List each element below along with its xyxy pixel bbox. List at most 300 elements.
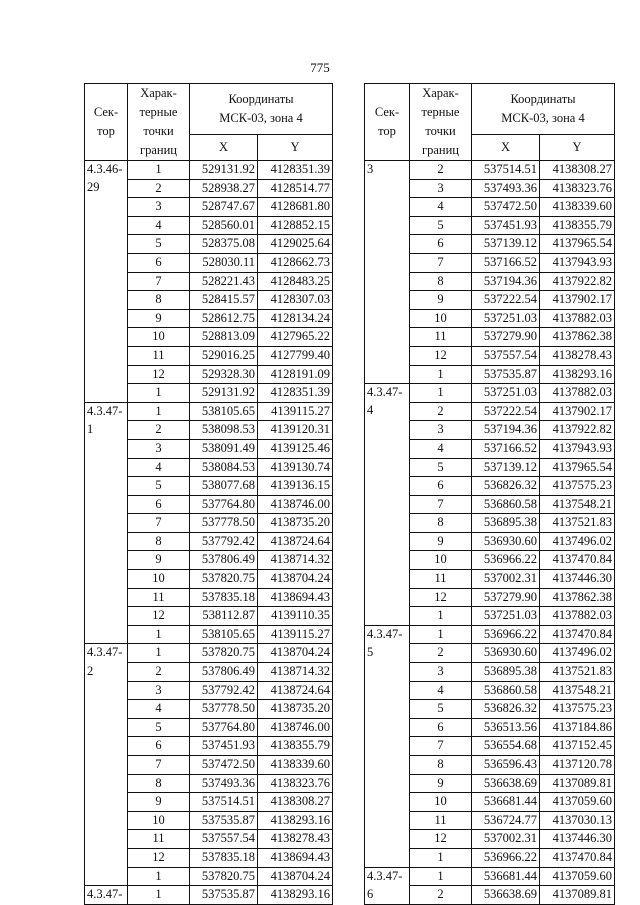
table-row bbox=[365, 365, 615, 384]
y-cell: 4139130.74 bbox=[258, 458, 333, 477]
x-cell: 537139.12 bbox=[472, 458, 540, 477]
sector-cell bbox=[85, 570, 128, 589]
x-cell: 536860.58 bbox=[472, 681, 540, 700]
point-cell: 6 bbox=[410, 235, 472, 254]
x-cell: 528938.27 bbox=[190, 179, 258, 198]
table-row bbox=[85, 848, 333, 867]
y-cell: 4137059.60 bbox=[540, 793, 615, 812]
y-cell: 4137575.23 bbox=[540, 477, 615, 496]
x-cell: 537251.03 bbox=[472, 607, 540, 626]
y-cell: 4138694.43 bbox=[258, 588, 333, 607]
point-cell: 3 bbox=[128, 681, 190, 700]
table-row bbox=[365, 681, 615, 700]
y-cell: 4138735.20 bbox=[258, 514, 333, 533]
sector-cell bbox=[365, 514, 410, 533]
header-coords: Координаты МСК-03, зона 4 bbox=[190, 84, 333, 135]
point-cell: 1 bbox=[410, 384, 472, 403]
y-cell: 4138323.76 bbox=[258, 774, 333, 793]
table-row bbox=[365, 439, 615, 458]
table-row bbox=[365, 663, 615, 682]
point-cell: 1 bbox=[128, 867, 190, 886]
table-row bbox=[365, 700, 615, 719]
point-cell: 11 bbox=[410, 570, 472, 589]
y-cell: 4138704.24 bbox=[258, 867, 333, 886]
sector-cell bbox=[365, 253, 410, 272]
y-cell: 4137965.54 bbox=[540, 458, 615, 477]
y-cell: 4138714.32 bbox=[258, 551, 333, 570]
y-cell: 4138308.27 bbox=[258, 793, 333, 812]
point-cell: 12 bbox=[410, 830, 472, 849]
y-cell: 4137470.84 bbox=[540, 848, 615, 867]
point-cell: 11 bbox=[128, 346, 190, 365]
table-row bbox=[365, 495, 615, 514]
point-cell: 1 bbox=[410, 607, 472, 626]
point-cell: 2 bbox=[410, 644, 472, 663]
point-cell: 1 bbox=[410, 625, 472, 644]
table-row bbox=[365, 272, 615, 291]
y-cell: 4137943.93 bbox=[540, 439, 615, 458]
y-cell: 4137882.03 bbox=[540, 384, 615, 403]
x-cell: 537166.52 bbox=[472, 439, 540, 458]
table-row bbox=[85, 644, 333, 663]
y-cell: 4138339.60 bbox=[258, 756, 333, 775]
point-cell: 6 bbox=[128, 253, 190, 272]
point-cell: 8 bbox=[128, 291, 190, 310]
point-cell: 5 bbox=[410, 216, 472, 235]
sector-cell bbox=[365, 235, 410, 254]
point-cell: 11 bbox=[128, 830, 190, 849]
y-cell: 4129025.64 bbox=[258, 235, 333, 254]
table-row bbox=[85, 607, 333, 626]
table-row bbox=[365, 607, 615, 626]
point-cell: 2 bbox=[410, 886, 472, 905]
table-row bbox=[85, 309, 333, 328]
sector-cell: 5 bbox=[365, 644, 410, 663]
x-cell: 537557.54 bbox=[190, 830, 258, 849]
x-cell: 537778.50 bbox=[190, 700, 258, 719]
point-cell: 4 bbox=[410, 198, 472, 217]
table-row bbox=[85, 235, 333, 254]
x-cell: 536681.44 bbox=[472, 867, 540, 886]
table-row bbox=[85, 532, 333, 551]
y-cell: 4138293.16 bbox=[258, 811, 333, 830]
x-cell: 537535.87 bbox=[190, 886, 258, 905]
table-row bbox=[85, 700, 333, 719]
x-cell: 537002.31 bbox=[472, 830, 540, 849]
table-row bbox=[365, 625, 615, 644]
y-cell: 4137965.54 bbox=[540, 235, 615, 254]
table-row bbox=[85, 663, 333, 682]
y-cell: 4139115.27 bbox=[258, 625, 333, 644]
x-cell: 536966.22 bbox=[472, 625, 540, 644]
sector-cell bbox=[365, 737, 410, 756]
x-cell: 529328.30 bbox=[190, 365, 258, 384]
y-cell: 4138308.27 bbox=[540, 161, 615, 180]
sector-cell bbox=[85, 793, 128, 812]
sector-cell bbox=[365, 570, 410, 589]
sector-cell bbox=[365, 477, 410, 496]
header-points: Харак- терные точки границ bbox=[128, 84, 190, 161]
x-cell: 536724.77 bbox=[472, 811, 540, 830]
sector-cell bbox=[85, 458, 128, 477]
header-coords: Координаты МСК-03, зона 4 bbox=[472, 84, 615, 135]
table-row bbox=[85, 793, 333, 812]
y-cell: 4138694.43 bbox=[258, 848, 333, 867]
sector-cell: 4 bbox=[365, 402, 410, 421]
sector-cell bbox=[365, 309, 410, 328]
x-cell: 528560.01 bbox=[190, 216, 258, 235]
sector-cell bbox=[85, 365, 128, 384]
point-cell: 2 bbox=[128, 179, 190, 198]
sector-cell bbox=[365, 588, 410, 607]
point-cell: 7 bbox=[128, 514, 190, 533]
sector-cell bbox=[365, 700, 410, 719]
x-cell: 536554.68 bbox=[472, 737, 540, 756]
x-cell: 528612.75 bbox=[190, 309, 258, 328]
point-cell: 9 bbox=[410, 291, 472, 310]
table-row bbox=[365, 402, 615, 421]
x-cell: 528030.11 bbox=[190, 253, 258, 272]
y-cell: 4137548.21 bbox=[540, 495, 615, 514]
table-row bbox=[365, 253, 615, 272]
sector-cell bbox=[365, 346, 410, 365]
point-cell: 9 bbox=[128, 309, 190, 328]
point-cell: 4 bbox=[410, 439, 472, 458]
x-cell: 536638.69 bbox=[472, 774, 540, 793]
x-cell: 537514.51 bbox=[190, 793, 258, 812]
sector-cell bbox=[365, 681, 410, 700]
page-number: 775 bbox=[310, 60, 330, 75]
x-cell: 536681.44 bbox=[472, 793, 540, 812]
header-y: Y bbox=[540, 134, 615, 160]
sector-cell bbox=[85, 514, 128, 533]
point-cell: 7 bbox=[410, 737, 472, 756]
table-row bbox=[85, 681, 333, 700]
x-cell: 537535.87 bbox=[190, 811, 258, 830]
x-cell: 529131.92 bbox=[190, 384, 258, 403]
table-row bbox=[85, 756, 333, 775]
y-cell: 4138293.16 bbox=[258, 886, 333, 905]
sector-cell bbox=[365, 365, 410, 384]
y-cell: 4137521.83 bbox=[540, 663, 615, 682]
y-cell: 4137446.30 bbox=[540, 830, 615, 849]
table-row bbox=[365, 161, 615, 180]
point-cell: 8 bbox=[128, 774, 190, 793]
y-cell: 4127799.40 bbox=[258, 346, 333, 365]
sector-cell bbox=[365, 495, 410, 514]
x-cell: 536930.60 bbox=[472, 644, 540, 663]
header-x: X bbox=[472, 134, 540, 160]
table-row bbox=[365, 328, 615, 347]
table-row bbox=[365, 291, 615, 310]
table-row bbox=[365, 830, 615, 849]
table-row bbox=[365, 848, 615, 867]
y-cell: 4137882.03 bbox=[540, 607, 615, 626]
y-cell: 4139110.35 bbox=[258, 607, 333, 626]
table-row bbox=[85, 253, 333, 272]
y-cell: 4137184.86 bbox=[540, 718, 615, 737]
y-cell: 4128134.24 bbox=[258, 309, 333, 328]
x-cell: 537514.51 bbox=[472, 161, 540, 180]
sector-cell bbox=[365, 756, 410, 775]
y-cell: 4137030.13 bbox=[540, 811, 615, 830]
table-row bbox=[365, 551, 615, 570]
table-row bbox=[365, 179, 615, 198]
table-row bbox=[365, 756, 615, 775]
table-row bbox=[365, 458, 615, 477]
x-cell: 537835.18 bbox=[190, 588, 258, 607]
table-row bbox=[85, 867, 333, 886]
sector-cell: 1 bbox=[85, 421, 128, 440]
y-cell: 4128351.39 bbox=[258, 161, 333, 180]
point-cell: 7 bbox=[128, 272, 190, 291]
y-cell: 4139120.31 bbox=[258, 421, 333, 440]
x-cell: 537472.50 bbox=[190, 756, 258, 775]
x-cell: 536826.32 bbox=[472, 477, 540, 496]
x-cell: 537806.49 bbox=[190, 551, 258, 570]
point-cell: 7 bbox=[410, 253, 472, 272]
point-cell: 11 bbox=[410, 328, 472, 347]
table-row bbox=[365, 384, 615, 403]
point-cell: 1 bbox=[410, 365, 472, 384]
y-cell: 4137496.02 bbox=[540, 532, 615, 551]
point-cell: 6 bbox=[128, 495, 190, 514]
point-cell: 6 bbox=[128, 737, 190, 756]
y-cell: 4137548.21 bbox=[540, 681, 615, 700]
point-cell: 12 bbox=[128, 365, 190, 384]
sector-cell bbox=[365, 439, 410, 458]
y-cell: 4138735.20 bbox=[258, 700, 333, 719]
y-cell: 4138323.76 bbox=[540, 179, 615, 198]
sector-cell bbox=[365, 179, 410, 198]
x-cell: 528415.57 bbox=[190, 291, 258, 310]
point-cell: 2 bbox=[128, 421, 190, 440]
sector-cell bbox=[85, 532, 128, 551]
table-row bbox=[365, 718, 615, 737]
sector-cell bbox=[85, 272, 128, 291]
x-cell: 537535.87 bbox=[472, 365, 540, 384]
x-cell: 536930.60 bbox=[472, 532, 540, 551]
y-cell: 4137152.45 bbox=[540, 737, 615, 756]
point-cell: 9 bbox=[128, 793, 190, 812]
point-cell: 9 bbox=[128, 551, 190, 570]
x-cell: 537472.50 bbox=[472, 198, 540, 217]
table-row bbox=[365, 532, 615, 551]
table-row bbox=[85, 551, 333, 570]
sector-cell bbox=[365, 848, 410, 867]
point-cell: 5 bbox=[128, 477, 190, 496]
point-cell: 8 bbox=[410, 756, 472, 775]
sector-cell bbox=[85, 477, 128, 496]
table-row bbox=[85, 718, 333, 737]
sector-cell bbox=[85, 700, 128, 719]
point-cell: 5 bbox=[128, 235, 190, 254]
point-cell: 4 bbox=[128, 700, 190, 719]
y-cell: 4138704.24 bbox=[258, 644, 333, 663]
x-cell: 537764.80 bbox=[190, 495, 258, 514]
y-cell: 4139125.46 bbox=[258, 439, 333, 458]
x-cell: 528221.43 bbox=[190, 272, 258, 291]
sector-cell bbox=[365, 830, 410, 849]
table-row bbox=[365, 644, 615, 663]
x-cell: 536596.43 bbox=[472, 756, 540, 775]
x-cell: 537806.49 bbox=[190, 663, 258, 682]
point-cell: 4 bbox=[128, 216, 190, 235]
table-row bbox=[365, 235, 615, 254]
sector-cell bbox=[85, 867, 128, 886]
sector-cell bbox=[85, 235, 128, 254]
x-cell: 537835.18 bbox=[190, 848, 258, 867]
x-cell: 536826.32 bbox=[472, 700, 540, 719]
sector-cell bbox=[365, 718, 410, 737]
point-cell: 9 bbox=[410, 774, 472, 793]
x-cell: 537194.36 bbox=[472, 421, 540, 440]
y-cell: 4137446.30 bbox=[540, 570, 615, 589]
x-cell: 529131.92 bbox=[190, 161, 258, 180]
table-row bbox=[85, 625, 333, 644]
y-cell: 4137943.93 bbox=[540, 253, 615, 272]
sector-cell bbox=[85, 551, 128, 570]
table-row bbox=[85, 588, 333, 607]
point-cell: 7 bbox=[410, 495, 472, 514]
y-cell: 4138278.43 bbox=[258, 830, 333, 849]
x-cell: 536895.38 bbox=[472, 514, 540, 533]
y-cell: 4137120.78 bbox=[540, 756, 615, 775]
point-cell: 3 bbox=[410, 421, 472, 440]
point-cell: 1 bbox=[128, 161, 190, 180]
sector-cell bbox=[85, 848, 128, 867]
point-cell: 10 bbox=[128, 328, 190, 347]
coordinates-table-left bbox=[84, 83, 333, 905]
sector-cell bbox=[365, 458, 410, 477]
y-cell: 4137902.17 bbox=[540, 291, 615, 310]
table-row bbox=[365, 793, 615, 812]
x-cell: 537166.52 bbox=[472, 253, 540, 272]
sector-cell bbox=[85, 774, 128, 793]
table-row bbox=[365, 514, 615, 533]
point-cell: 5 bbox=[410, 700, 472, 719]
y-cell: 4128191.09 bbox=[258, 365, 333, 384]
x-cell: 537493.36 bbox=[472, 179, 540, 198]
header-sector: Сек- тор bbox=[85, 84, 128, 161]
x-cell: 537251.03 bbox=[472, 309, 540, 328]
x-cell: 536638.69 bbox=[472, 886, 540, 905]
sector-cell bbox=[365, 793, 410, 812]
table-row bbox=[365, 309, 615, 328]
sector-cell bbox=[85, 216, 128, 235]
table-row bbox=[85, 774, 333, 793]
table-row bbox=[85, 570, 333, 589]
coordinates-table-right bbox=[364, 83, 615, 905]
sector-cell bbox=[365, 551, 410, 570]
sector-cell: 4.3.47- bbox=[365, 625, 410, 644]
y-cell: 4128681.80 bbox=[258, 198, 333, 217]
y-cell: 4137882.03 bbox=[540, 309, 615, 328]
y-cell: 4137922.82 bbox=[540, 272, 615, 291]
x-cell: 537194.36 bbox=[472, 272, 540, 291]
sector-cell: 3 bbox=[365, 161, 410, 180]
point-cell: 12 bbox=[128, 848, 190, 867]
table-row bbox=[365, 421, 615, 440]
point-cell: 3 bbox=[410, 179, 472, 198]
x-cell: 528813.09 bbox=[190, 328, 258, 347]
x-cell: 538105.65 bbox=[190, 402, 258, 421]
sector-cell bbox=[365, 291, 410, 310]
sector-cell bbox=[85, 439, 128, 458]
point-cell: 12 bbox=[410, 346, 472, 365]
sector-cell bbox=[85, 588, 128, 607]
table-row bbox=[365, 774, 615, 793]
y-cell: 4138724.64 bbox=[258, 532, 333, 551]
sector-cell bbox=[85, 346, 128, 365]
sector-cell bbox=[85, 756, 128, 775]
sector-cell bbox=[365, 421, 410, 440]
point-cell: 1 bbox=[410, 867, 472, 886]
x-cell: 537764.80 bbox=[190, 718, 258, 737]
point-cell: 8 bbox=[128, 532, 190, 551]
y-cell: 4137575.23 bbox=[540, 700, 615, 719]
x-cell: 528375.08 bbox=[190, 235, 258, 254]
y-cell: 4138746.00 bbox=[258, 495, 333, 514]
point-cell: 8 bbox=[410, 272, 472, 291]
y-cell: 4127965.22 bbox=[258, 328, 333, 347]
x-cell: 537139.12 bbox=[472, 235, 540, 254]
table-row bbox=[85, 328, 333, 347]
x-cell: 536895.38 bbox=[472, 663, 540, 682]
table-row bbox=[85, 384, 333, 403]
table-row bbox=[85, 737, 333, 756]
y-cell: 4128514.77 bbox=[258, 179, 333, 198]
sector-cell: 4.3.47- bbox=[365, 867, 410, 886]
table-row bbox=[85, 402, 333, 421]
header-points: Харак- терные точки границ bbox=[410, 84, 472, 161]
sector-cell bbox=[85, 328, 128, 347]
point-cell: 11 bbox=[128, 588, 190, 607]
x-cell: 536860.58 bbox=[472, 495, 540, 514]
x-cell: 537251.03 bbox=[472, 384, 540, 403]
point-cell: 4 bbox=[410, 681, 472, 700]
table-row bbox=[85, 439, 333, 458]
point-cell: 5 bbox=[410, 458, 472, 477]
y-cell: 4128307.03 bbox=[258, 291, 333, 310]
x-cell: 537222.54 bbox=[472, 291, 540, 310]
x-cell: 538105.65 bbox=[190, 625, 258, 644]
x-cell: 529016.25 bbox=[190, 346, 258, 365]
y-cell: 4137862.38 bbox=[540, 328, 615, 347]
sector-cell bbox=[85, 830, 128, 849]
sector-cell bbox=[85, 625, 128, 644]
table-row bbox=[365, 886, 615, 905]
point-cell: 4 bbox=[128, 458, 190, 477]
table-row bbox=[85, 886, 333, 905]
y-cell: 4137470.84 bbox=[540, 551, 615, 570]
table-row bbox=[85, 495, 333, 514]
table-row bbox=[85, 830, 333, 849]
sector-cell: 4.3.47- bbox=[365, 384, 410, 403]
point-cell: 7 bbox=[128, 756, 190, 775]
table-row bbox=[365, 346, 615, 365]
y-cell: 4138278.43 bbox=[540, 346, 615, 365]
y-cell: 4137059.60 bbox=[540, 867, 615, 886]
table-row bbox=[365, 867, 615, 886]
point-cell: 2 bbox=[410, 161, 472, 180]
table-row bbox=[85, 811, 333, 830]
table-row bbox=[85, 272, 333, 291]
table-row bbox=[365, 216, 615, 235]
y-cell: 4137470.84 bbox=[540, 625, 615, 644]
sector-cell: 4.3.47- bbox=[85, 402, 128, 421]
sector-cell bbox=[85, 291, 128, 310]
